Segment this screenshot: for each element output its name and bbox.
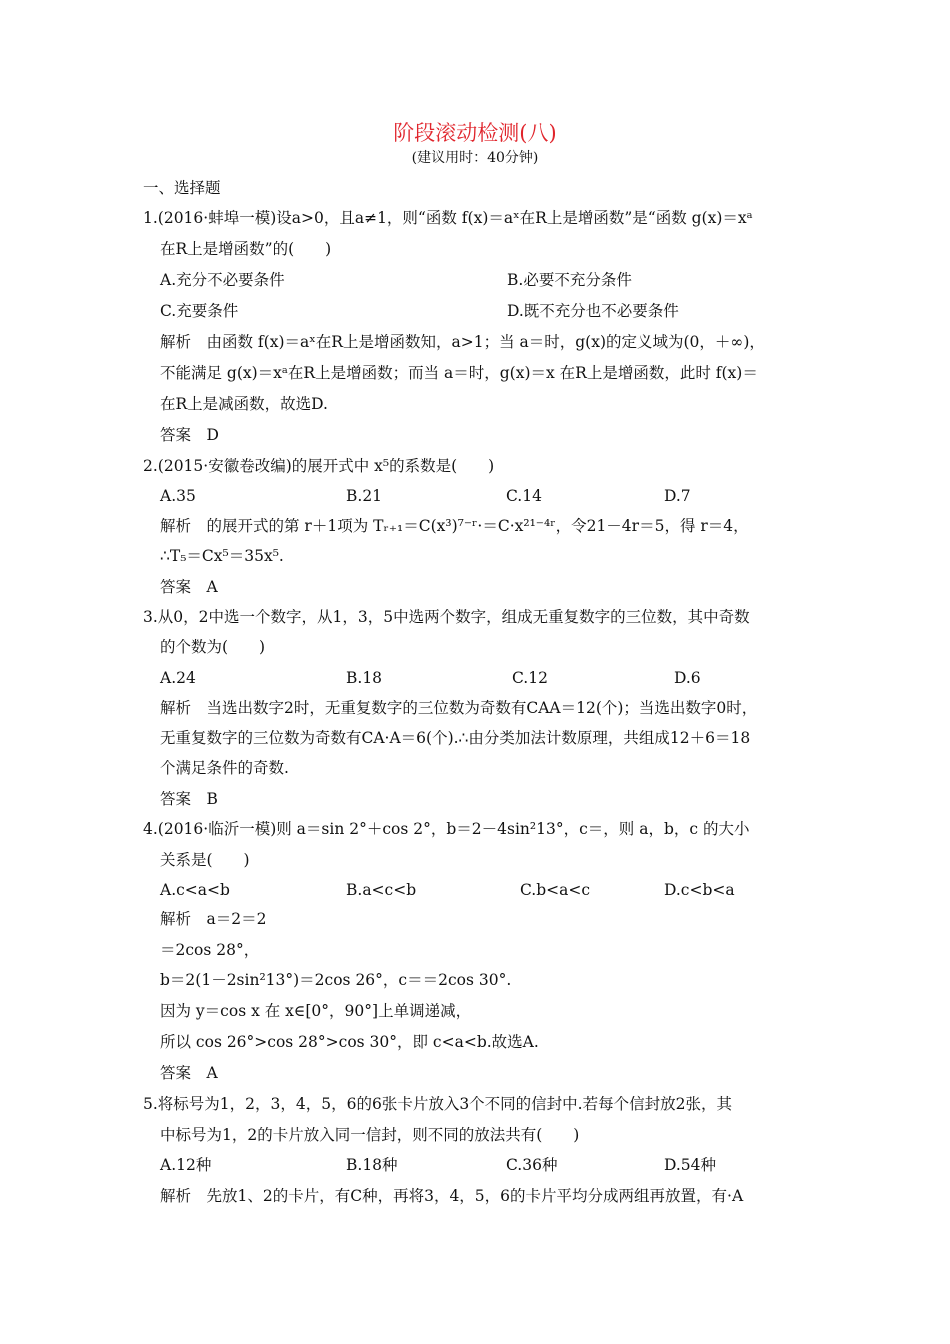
text-line-q5-a: 5.将标号为1，2，3，4，5，6的6张卡片放入3个不同的信封中.若每个信封放2张，其 (143, 1095, 732, 1113)
text-line-q4-g: 因为 y＝cos x 在 x∈[0°，90°]上单调递减， (160, 1002, 472, 1020)
answer-option: D.7 (664, 487, 691, 505)
text-line-q2-c: 解析 的展开式的第 r＋1项为 Tᵣ₊₁＝C(x³)⁷⁻ʳ·＝C·x²¹⁻⁴ʳ，令21－4r＝5，得 r＝4， (160, 517, 749, 535)
answer-option: A.12种 (160, 1156, 212, 1174)
text-line-q4-i: 答案 A (160, 1064, 218, 1082)
answer-option: A.35 (160, 487, 196, 505)
text-line-q2-a: 2.(2015·安徽卷改编)的展开式中 x⁵的系数是( ) (143, 457, 495, 475)
text-line-q4-f: b＝2(1－2sin²13°)＝2cos 26°，c＝＝2cos 30°. (160, 971, 512, 989)
page-title: 阶段滚动检测(八) (393, 121, 557, 145)
text-line-q1-a: 1.(2016·蚌埠一模)设a>0，且a≠1，则“函数 f(x)＝aˣ在R上是增函数”是“函数 g(x)＝xᵃ (143, 209, 753, 227)
answer-option: C.12 (512, 669, 548, 687)
text-line-q5-d: 解析 先放1、2的卡片，有C种，再将3，4，5，6的卡片平均分成两组再放置，有·A (160, 1187, 744, 1205)
text-line-q3-g: 答案 B (160, 790, 218, 808)
answer-option: D.c<b<a (664, 881, 735, 899)
answer-option: A.c<a<b (160, 881, 230, 899)
text-line-q1-d: C.充要条件 (160, 302, 239, 320)
answer-option: B.18 (346, 669, 383, 687)
text-line-q2-e: 答案 A (160, 578, 218, 596)
answer-option: C.b<a<c (520, 881, 591, 899)
text-line-q1-e: 解析 由函数 f(x)＝aˣ在R上是增函数知，a>1；当 a＝时，g(x)的定义域为(0，＋∞)， (160, 333, 765, 351)
text-line-q1-h: 答案 D (160, 426, 219, 444)
section-heading: 一、选择题 (143, 179, 221, 197)
answer-option: D.54种 (664, 1156, 717, 1174)
text-line-q4-a: 4.(2016·临沂一模)则 a＝sin 2°＋cos 2°，b＝2－4sin²13°，c＝，则 a，b，c 的大小 (143, 820, 750, 838)
text-line-q1-b: 在R上是增函数”的( ) (160, 240, 332, 258)
text-line-q4-h: 所以 cos 26°>cos 28°>cos 30°，即 c<a<b.故选A. (160, 1033, 539, 1051)
answer-option: D.6 (674, 669, 701, 687)
text-line-q3-b: 的个数为( ) (160, 638, 266, 656)
text-line-q4-d: 解析 a＝2＝2 (160, 910, 267, 928)
answer-option: C.14 (506, 487, 542, 505)
text-line-q3-d: 解析 当选出数字2时，无重复数字的三位数为奇数有CAA＝12(个)；当选出数字0时， (160, 699, 758, 717)
text-line-q1-g: 在R上是减函数，故选D. (160, 395, 328, 413)
text-line-q1-f: 不能满足 g(x)＝xᵃ在R上是增函数；而当 a＝时，g(x)＝x 在R上是增函数，此时 f(x)＝ (160, 364, 758, 382)
text-line-q3-e: 无重复数字的三位数为奇数有CA·A＝6(个).∴由分类加法计数原理，共组成12＋6＝18 (160, 729, 751, 747)
answer-option: C.36种 (506, 1156, 558, 1174)
answer-option: B.21 (346, 487, 383, 505)
text-line-q2-d: ∴T₅＝Cx⁵＝35x⁵. (160, 547, 284, 565)
text-line-q1-c: A.充分不必要条件 (160, 271, 285, 289)
text-line-q5-b: 中标号为1，2的卡片放入同一信封，则不同的放法共有( ) (160, 1126, 580, 1144)
answer-option: D.既不充分也不必要条件 (507, 302, 679, 320)
text-line-q3-f: 个满足条件的奇数. (160, 759, 289, 777)
text-line-q4-e: ＝2cos 28°， (160, 941, 260, 959)
answer-option: B.必要不充分条件 (507, 271, 632, 289)
page-subtitle: (建议用时：40分钟) (411, 150, 539, 166)
answer-option: B.a<c<b (346, 881, 417, 899)
answer-option: B.18种 (346, 1156, 398, 1174)
answer-option: A.24 (160, 669, 196, 687)
text-line-q4-b: 关系是( ) (160, 851, 250, 869)
text-line-q3-a: 3.从0，2中选一个数字，从1，3，5中选两个数字，组成无重复数字的三位数，其中奇数 (143, 608, 750, 626)
